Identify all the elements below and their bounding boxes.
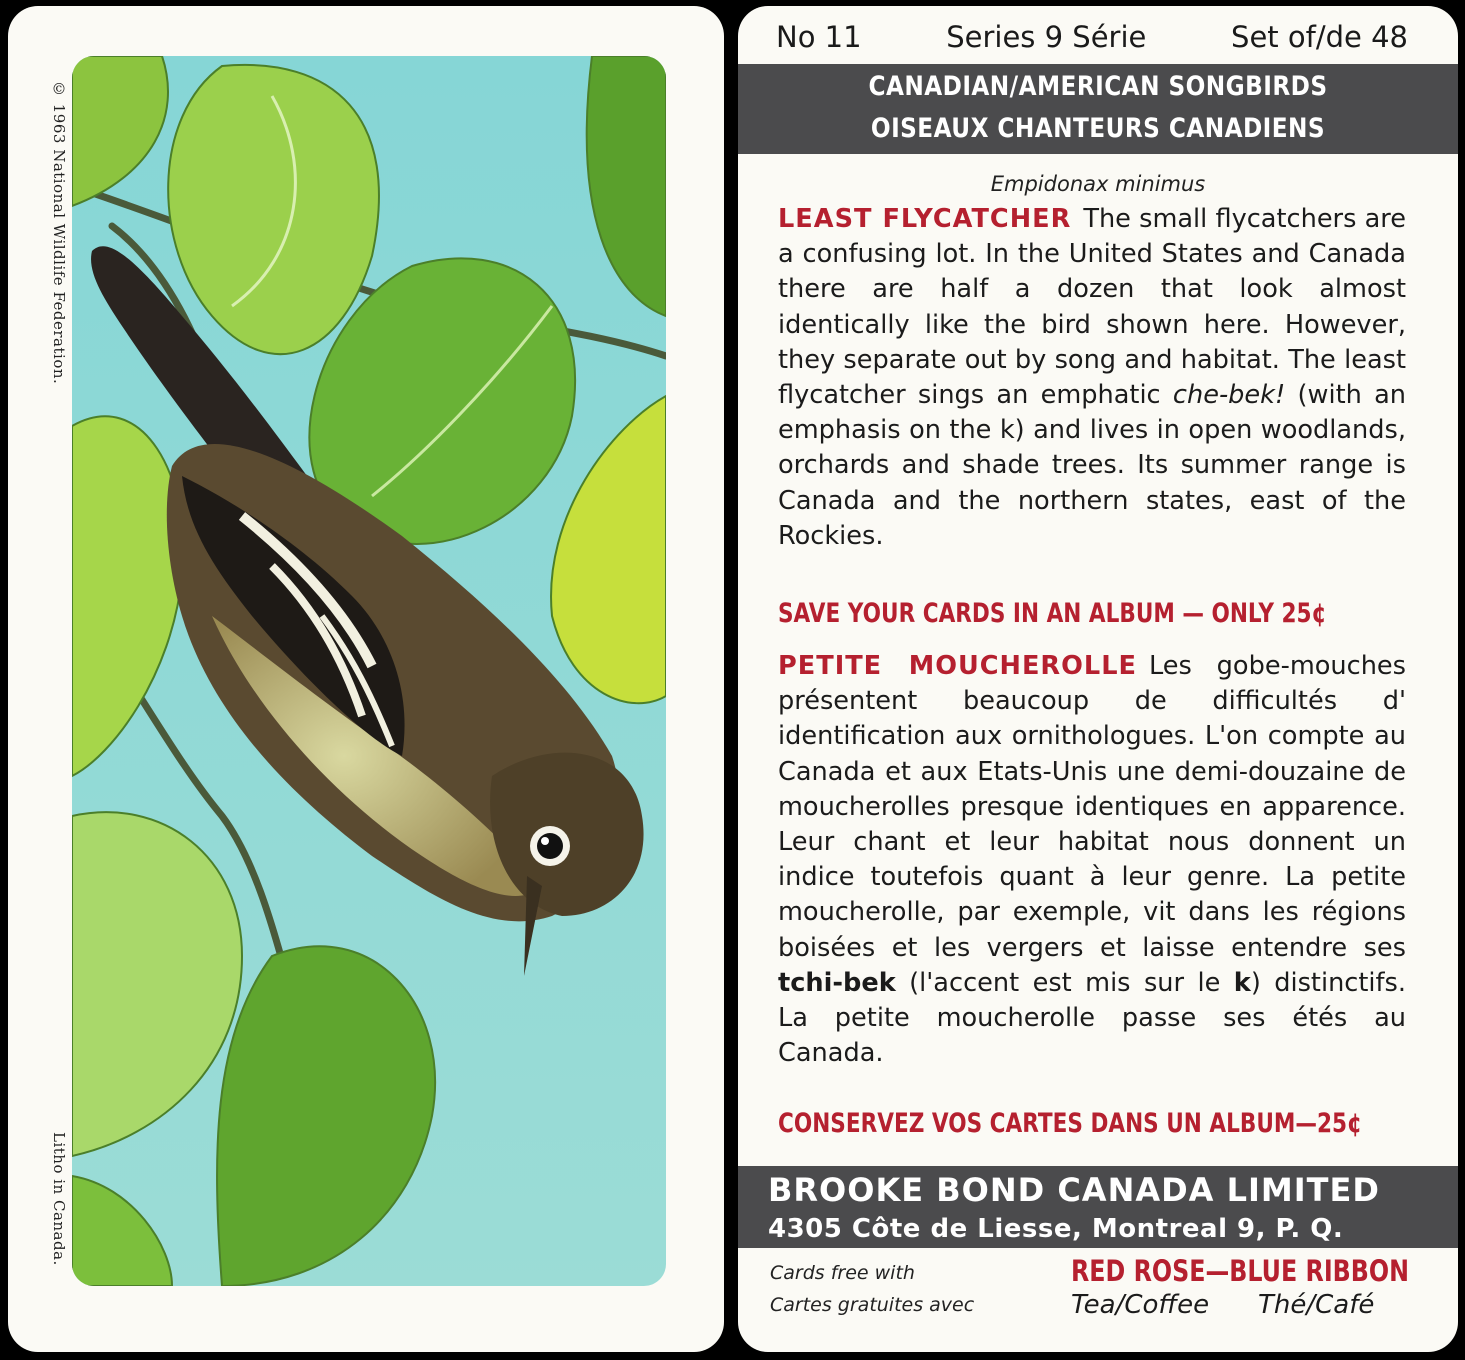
french-call: tchi-bek xyxy=(778,967,896,998)
album-offer-french: CONSERVEZ VOS CARTES DANS UN ALBUM—25¢ xyxy=(778,1108,1363,1139)
album-offer-english: SAVE YOUR CARDS IN AN ALBUM — ONLY 25¢ xyxy=(778,598,1327,629)
french-text-end: ) distinctifs. La petite moucherolle passe ses étés au Canada. xyxy=(778,967,1406,1069)
english-description xyxy=(778,202,1406,554)
english-text-end: (with an emphasis on the k) and lives in open woodlands, orchards and shade trees. Its summer range is Canada and the northern states, east of the Rockies. xyxy=(778,380,1406,551)
card-back xyxy=(738,6,1458,1352)
products-english: Tea/Coffee xyxy=(1071,1290,1210,1320)
bird-illustration xyxy=(72,56,666,1286)
series-label: Series 9 Série xyxy=(946,20,1147,54)
products-french: Thé/Café xyxy=(1258,1290,1375,1320)
title-french: OISEAUX CHANTEURS CANADIENS xyxy=(870,113,1326,144)
company-name: BROOKE BOND CANADA LIMITED xyxy=(768,1171,1380,1209)
free-with-french: Cartes gratuites avec xyxy=(770,1294,975,1316)
english-call: che-bek! xyxy=(1172,380,1286,411)
latin-name: Empidonax minimus xyxy=(990,172,1206,196)
card-header xyxy=(776,20,1408,60)
copyright-notice: © 1963 National Wildlife Federation. xyxy=(50,80,68,385)
french-text-start: Les gobe-mouches présentent beaucoup de difficultés d' identification aux ornithologues. L'on compte au Canada et aux Etats-Unis une demi-douzaine de moucherolles presque identiques en apparence. Leur chant et leur habitat nous donnent un indice toutefois quant à leur genre. La petite moucherolle, par exemple, vit dans les régions boisées et les vergers et laisse entendre ses xyxy=(778,651,1406,963)
free-with-english: Cards free with xyxy=(770,1262,915,1284)
set-label: Set of/de 48 xyxy=(1231,20,1408,54)
french-description xyxy=(778,649,1406,1071)
french-call-letter: k xyxy=(1233,967,1251,998)
card-front xyxy=(8,6,724,1352)
printer-credit: Litho in Canada. xyxy=(50,1132,68,1266)
title-band xyxy=(738,64,1458,154)
card-number: No 11 xyxy=(776,20,862,54)
company-address: 4305 Côte de Liesse, Montreal 9, P. Q. xyxy=(768,1214,1344,1244)
french-text-middle: (l'accent est mis sur le xyxy=(895,967,1234,998)
brand-names: RED ROSE—BLUE RIBBON xyxy=(1071,1254,1410,1288)
english-text-start: The small flycatchers are a confusing lot. In the United States and Canada there are half a dozen that look almost identically like the bird shown here. However, they separate out by song and habitat. The least flycatcher sings an emphatic xyxy=(778,204,1406,411)
company-band xyxy=(738,1166,1458,1248)
french-bird-name: PETITE MOUCHEROLLE xyxy=(778,651,1137,681)
english-bird-name: LEAST FLYCATCHER xyxy=(778,204,1072,234)
title-english: CANADIAN/AMERICAN SONGBIRDS xyxy=(868,71,1328,102)
